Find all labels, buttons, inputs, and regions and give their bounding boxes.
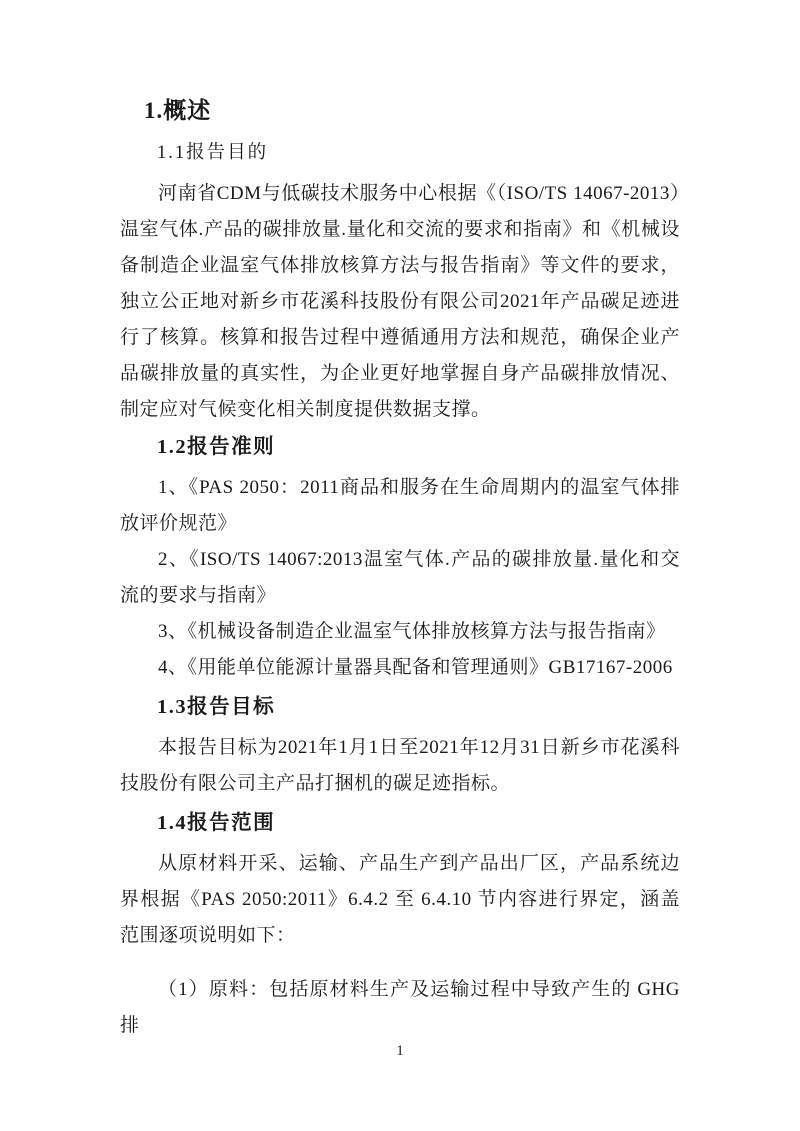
section-1-3-paragraph: 本报告目标为2021年1月1日至2021年12月31日新乡市花溪科技股份有限公司主产品打捆机的碳足迹指标。 xyxy=(120,737,680,794)
section-1-4-heading: 1.4报告范围 xyxy=(157,812,276,834)
section-1-4-paragraph: 从原材料开采、运输、产品生产到产品出厂区，产品系统边界根据《PAS 2050:2011》6.4.2 至 6.4.10 节内容进行界定，涵盖范围逐项说明如下： xyxy=(120,853,680,946)
section-1-3-heading: 1.3报告目标 xyxy=(157,696,276,718)
principle-item-2: 2、《ISO/TS 14067:2013温室气体.产品的碳排放量.量化和交流的要求与指南》 xyxy=(120,549,680,606)
principle-item-4: 4、《用能单位能源计量器具配备和管理通则》GB17167-2006 xyxy=(158,657,673,678)
section-1-1-heading: 1.1报告目的 xyxy=(157,143,269,163)
principle-item-3: 3、《机械设备制造企业温室气体排放核算方法与报告指南》 xyxy=(158,621,666,642)
scope-item-1: （1）原料：包括原材料生产及运输过程中导致产生的 GHG 排 xyxy=(120,979,680,1036)
principle-item-1: 1、《PAS 2050：2011商品和服务在生命周期内的温室气体排放评价规范》 xyxy=(120,477,680,534)
page-number: 1 xyxy=(396,1043,404,1059)
chapter-heading: 1.概述 xyxy=(144,98,212,123)
section-1-2-heading: 1.2报告准则 xyxy=(157,436,276,458)
section-1-1-paragraph: 河南省CDM与低碳技术服务中心根据《（ISO/TS 14067-2013）温室气体.产品的碳排放量.量化和交流的要求和指南》和《机械设备制造企业温室气体排放核算方法与报告指南》等文件的要求，独立公正地对新乡市花溪科技股份有限公司2021年产品碳足迹进行了核算。核算和报告过程中遵循通用方法和规范，确保企业产品碳排放量的真实性，为企业更好地掌握自身产品碳排放情况、制定应对气候变化相关制度提供数据支撑。 xyxy=(120,183,680,420)
